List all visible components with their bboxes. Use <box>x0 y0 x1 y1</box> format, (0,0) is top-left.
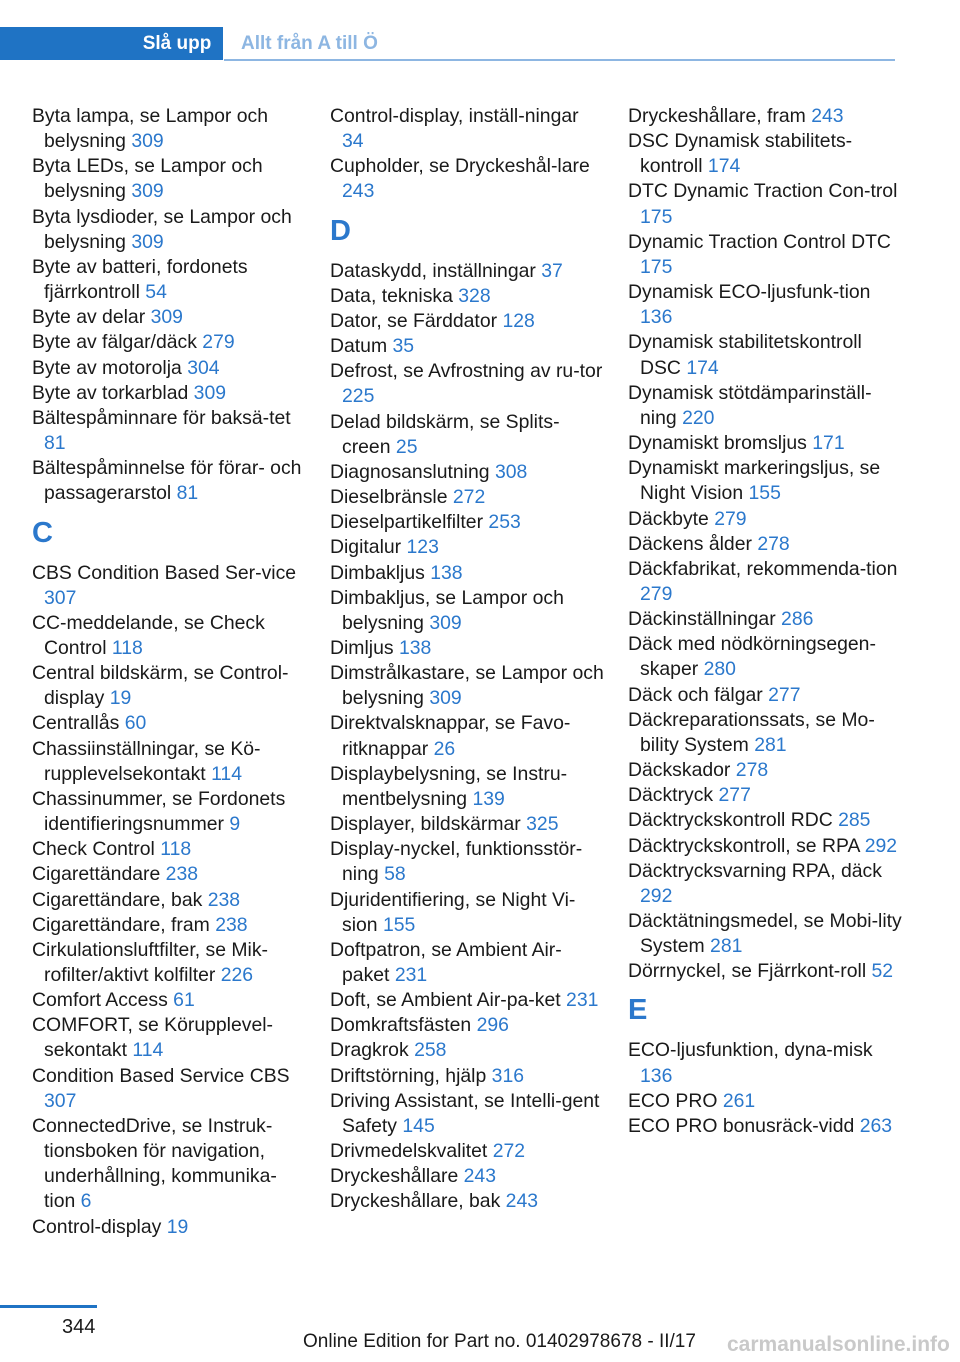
page-reference-link[interactable]: 37 <box>541 259 563 282</box>
index-entry-term: Dimbakljus <box>330 561 425 584</box>
index-entry-term: Control-display, inställ-ningar <box>330 105 579 127</box>
page-reference-link[interactable]: 309 <box>193 381 227 404</box>
index-entry-term: Dimljus <box>330 636 394 659</box>
page-reference-link[interactable]: 6 <box>80 1190 92 1213</box>
index-entry <box>330 510 605 535</box>
index-entry-term: Däcktrycksvarning RPA, däck <box>628 859 882 882</box>
index-entry-term: Drivmedelskvalitet <box>330 1140 488 1163</box>
index-entry-term: Djuridentifiering, se Night Vi-sion <box>330 888 576 936</box>
index-entry <box>330 711 605 761</box>
page-reference-link[interactable]: 238 <box>165 863 199 886</box>
page-reference-link[interactable]: 279 <box>640 582 673 605</box>
page-reference-link[interactable]: 155 <box>748 482 781 505</box>
page-reference-link[interactable]: 325 <box>526 813 559 836</box>
index-entry <box>628 280 903 330</box>
index-entry <box>330 1064 605 1089</box>
tab-allt-fran-a-till-o[interactable]: Allt från A till Ö <box>241 33 378 54</box>
index-entry-term: ECO PRO <box>628 1089 718 1112</box>
index-entry-term: ECO-ljusfunktion, dyna-misk <box>628 1039 873 1062</box>
page-reference-link[interactable]: 278 <box>735 759 769 782</box>
page-reference-link[interactable]: 136 <box>640 306 673 329</box>
page-reference-link[interactable]: 136 <box>640 1064 673 1087</box>
page-reference-link[interactable]: 308 <box>494 460 528 483</box>
index-entry-term: CBS Condition Based Ser-vice <box>32 561 297 584</box>
index-entry <box>330 812 605 837</box>
page-reference-link[interactable]: 81 <box>176 482 199 505</box>
index-entry-term: Byte av fälgar/däck <box>32 331 197 354</box>
index-entry-term: Dynamiskt markeringsljus, se Night Vision <box>628 457 881 505</box>
page-reference-link[interactable]: 272 <box>492 1140 526 1163</box>
index-entry-term: Däcktryck <box>628 784 714 807</box>
index-entry <box>32 1114 307 1215</box>
page-reference-link[interactable]: 279 <box>714 507 747 530</box>
index-entry <box>330 1139 605 1164</box>
index-entry <box>32 154 307 204</box>
index-entry <box>628 909 903 959</box>
index-entry <box>628 456 903 506</box>
page-number: 344 <box>62 1316 96 1338</box>
page-reference-link[interactable]: 25 <box>395 435 418 458</box>
index-entry-term: Dynamisk ECO-ljusfunk-tion <box>628 281 871 304</box>
index-entry <box>32 406 307 456</box>
page-reference-link[interactable]: 292 <box>864 834 898 857</box>
index-entry-term: Diagnosanslutning <box>330 460 490 483</box>
page-reference-link[interactable]: 253 <box>488 511 521 534</box>
index-entry-term: Data, tekniska <box>330 284 453 307</box>
index-entry <box>628 507 903 532</box>
index-entry-term: Däck med nödkörningsegen-skaper <box>628 633 876 681</box>
page-reference-link[interactable]: 54 <box>145 281 167 304</box>
tab-sla-upp[interactable]: Slå upp <box>131 27 223 60</box>
index-entry <box>32 611 307 661</box>
page-reference-link[interactable]: 123 <box>406 536 439 559</box>
watermark-logo: carmanualsonline.info <box>727 1333 950 1356</box>
page-reference-link[interactable]: 286 <box>781 608 814 631</box>
index-entry-term: Check Control <box>32 838 155 861</box>
index-entry-term: Displaybelysning, se Instru-mentbelysning <box>330 762 568 810</box>
page-reference-link[interactable]: 226 <box>220 964 254 986</box>
index-entry <box>330 259 605 284</box>
index-column-2 <box>330 104 605 1215</box>
edition-info: Online Edition for Part no. 01402978678 - II/17 <box>303 1331 696 1352</box>
section-letter: C <box>32 516 53 549</box>
page-reference-link[interactable]: 280 <box>703 658 736 681</box>
page-reference-link[interactable]: 296 <box>476 1014 509 1037</box>
index-entry-term: Byte av torkarblad <box>32 381 189 404</box>
page-reference-link[interactable]: 309 <box>131 230 164 253</box>
index-entry-term: Dryckeshållare <box>330 1165 459 1188</box>
index-entry-term: Dieselbränsle <box>330 486 448 509</box>
index-entry-term: Driving Assistant, se Intelli-gent Safety <box>330 1089 600 1137</box>
page-reference-link[interactable]: 281 <box>754 733 787 756</box>
index-entry-term: Bältespåminnelse för förar- och passagerarstol <box>32 457 302 505</box>
tab-bar-accent <box>0 27 131 60</box>
page-reference-link[interactable]: 114 <box>211 762 242 785</box>
index-entry-term: DSC Dynamisk stabilitets-kontroll <box>628 130 853 178</box>
index-entry <box>628 179 903 229</box>
index-entry-term: Dator, se Färddator <box>330 309 498 332</box>
page-reference-link[interactable]: 238 <box>207 888 241 911</box>
index-entry <box>32 913 307 938</box>
index-entry <box>628 330 903 380</box>
page-reference-link[interactable]: 309 <box>150 306 183 329</box>
page-reference-link[interactable]: 52 <box>871 960 894 983</box>
index-entry-term: Däck och fälgar <box>628 683 763 706</box>
index-column-3 <box>628 104 903 1139</box>
index-entry <box>32 862 307 887</box>
index-entry-term: Cirkulationsluftfilter, se Mik-rofilter/aktivt kolfilter <box>32 938 268 986</box>
index-entry-term: Däckskador <box>628 759 731 782</box>
page-reference-link[interactable]: 34 <box>342 130 364 153</box>
page-reference-link[interactable]: 175 <box>640 205 673 228</box>
page-reference-link[interactable]: 175 <box>640 255 673 278</box>
page-reference-link[interactable]: 243 <box>463 1165 496 1188</box>
index-entry <box>32 104 307 154</box>
index-entry <box>330 938 605 988</box>
index-entry <box>330 535 605 560</box>
index-entry <box>330 460 605 485</box>
index-entry <box>628 808 903 833</box>
page-reference-link[interactable]: 118 <box>111 636 143 659</box>
index-entry-term: Cupholder, se Dryckeshål-lare <box>330 155 590 178</box>
index-entry-term: CC-meddelande, se Check Control <box>32 611 265 659</box>
index-entry <box>32 711 307 736</box>
index-entry <box>628 104 903 129</box>
page-reference-link[interactable]: 139 <box>472 787 505 810</box>
index-entry <box>628 129 903 179</box>
index-entry-term: Doft, se Ambient Air-pa-ket <box>330 989 561 1012</box>
index-entry-term: Centrallås <box>32 712 120 735</box>
page-reference-link[interactable]: 263 <box>859 1114 893 1137</box>
page-reference-link[interactable]: 171 <box>812 432 845 455</box>
index-entry <box>628 1114 903 1139</box>
page-reference-link[interactable]: 26 <box>433 737 456 760</box>
index-entry-term: Doftpatron, se Ambient Air-paket <box>330 938 562 986</box>
index-entry-term: Däckens ålder <box>628 532 752 555</box>
index-entry-term: Däckreparationssats, se Mo-bility System <box>628 708 875 756</box>
index-entry-term: Digitalur <box>330 536 402 559</box>
index-entry <box>628 557 903 607</box>
page-reference-link[interactable]: 145 <box>402 1114 435 1137</box>
index-entry-term: Cigarettändare, bak <box>32 888 203 911</box>
index-entry <box>32 456 307 506</box>
top-tab-bar <box>0 0 895 62</box>
index-entry-term: COMFORT, se Körupplevel-sekontakt <box>32 1014 274 1062</box>
page-reference-link[interactable]: 19 <box>109 687 132 710</box>
page-reference-link[interactable]: 138 <box>430 561 463 584</box>
page-reference-link[interactable]: 174 <box>707 155 741 178</box>
index-entry <box>330 284 605 309</box>
page-reference-link[interactable]: 285 <box>838 809 871 832</box>
page-reference-link[interactable]: 128 <box>502 309 535 332</box>
index-entry <box>32 938 307 988</box>
index-entry-term: Byte av delar <box>32 306 146 329</box>
index-entry <box>32 787 307 837</box>
index-entry <box>330 636 605 661</box>
index-entry-term: Display-nyckel, funktionsstör-ning <box>330 838 583 886</box>
page-reference-link[interactable]: 220 <box>682 406 715 429</box>
index-entry <box>628 431 903 456</box>
index-entry-term: Dragkrok <box>330 1039 409 1062</box>
index-entry-term: Dörrnyckel, se Fjärrkont-roll <box>628 960 867 983</box>
index-entry-term: Delad bildskärm, se Splits-creen <box>330 410 560 458</box>
page-reference-link[interactable]: 258 <box>414 1039 447 1062</box>
page-reference-link[interactable]: 58 <box>384 863 406 886</box>
index-entry-term: Däcktryckskontroll, se RPA <box>628 834 860 857</box>
section-letter: E <box>628 994 648 1027</box>
page-reference-link[interactable]: 261 <box>722 1089 756 1112</box>
page-reference-link[interactable]: 316 <box>491 1064 525 1087</box>
page-reference-link[interactable]: 277 <box>768 683 801 706</box>
index-entry <box>330 104 605 154</box>
index-entry <box>628 859 903 909</box>
page-reference-link[interactable]: 225 <box>342 385 375 408</box>
page-reference-link[interactable]: 278 <box>757 532 790 555</box>
index-entry-term: Direktvalsknappar, se Favo-ritknappar <box>330 712 571 760</box>
index-entry-term: Chassiinställningar, se Kö-rupplevelsekontakt <box>32 737 261 785</box>
page-reference-link[interactable]: 292 <box>640 884 673 907</box>
index-entry-term: Byta LEDs, se Lampor och belysning <box>32 155 263 203</box>
page-reference-link[interactable]: 243 <box>811 105 844 127</box>
page-reference-link[interactable]: 118 <box>160 838 192 861</box>
tab-underline <box>224 59 895 61</box>
page-reference-link[interactable]: 277 <box>718 784 751 807</box>
page-reference-link[interactable]: 114 <box>132 1039 164 1062</box>
page-reference-link[interactable]: 231 <box>394 964 428 986</box>
index-entry-term: Dynamisk stötdämparinställ-ning <box>628 381 872 429</box>
index-entry-term: Byte av motorolja <box>32 356 182 379</box>
page-reference-link[interactable]: 35 <box>392 335 415 358</box>
index-entry-term: Byta lysdioder, se Lampor och belysning <box>32 205 292 253</box>
page-reference-link[interactable]: 307 <box>44 586 77 609</box>
index-entry <box>628 607 903 632</box>
page-reference-link[interactable]: 243 <box>342 180 375 203</box>
index-entry <box>330 988 605 1013</box>
index-entry <box>32 561 307 611</box>
index-entry <box>330 485 605 510</box>
index-entry <box>628 230 903 280</box>
index-entry-term: Däcktätningsmedel, se Mobi-lity System <box>628 910 902 958</box>
index-entry <box>32 255 307 305</box>
index-entry <box>32 837 307 862</box>
index-entry <box>32 737 307 787</box>
index-entry-term: Dataskydd, inställningar <box>330 259 536 282</box>
index-entry <box>628 683 903 708</box>
page-reference-link[interactable]: 238 <box>215 913 248 936</box>
index-entry <box>330 1164 605 1189</box>
index-entry <box>330 661 605 711</box>
index-entry <box>628 1089 903 1114</box>
index-entry <box>32 356 307 381</box>
index-entry <box>330 837 605 887</box>
page-reference-link[interactable]: 272 <box>452 486 486 509</box>
index-entry-term: Däckfabrikat, rekommenda-tion <box>628 557 898 580</box>
page-reference-link[interactable]: 231 <box>566 989 599 1012</box>
page-reference-link[interactable]: 155 <box>382 913 416 936</box>
index-entry <box>330 1189 605 1214</box>
index-entry-term: Condition Based Service CBS <box>32 1064 290 1087</box>
page-reference-link[interactable]: 81 <box>44 432 66 455</box>
index-column-1 <box>32 104 307 1240</box>
index-entry-term: Dimbakljus, se Lampor och belysning <box>330 586 564 634</box>
index-entry <box>32 1215 307 1240</box>
index-entry-term: Dynamic Traction Control DTC <box>628 230 891 253</box>
page-reference-link[interactable]: 281 <box>710 935 743 958</box>
index-entry <box>32 988 307 1013</box>
index-entry-term: Comfort Access <box>32 989 168 1012</box>
index-entry-term: Cigarettändare, fram <box>32 913 210 936</box>
index-entry <box>330 359 605 409</box>
index-entry <box>628 758 903 783</box>
index-entry-term: Bältespåminnare för baksä-tet <box>32 406 291 429</box>
index-entry-term: ECO PRO bonusräck-vidd <box>628 1114 855 1137</box>
page-reference-link[interactable]: 60 <box>124 712 147 735</box>
page-reference-link[interactable]: 243 <box>505 1190 539 1213</box>
index-entry-term: Dieselpartikelfilter <box>330 511 484 534</box>
page-reference-link[interactable]: 304 <box>187 356 220 379</box>
page-reference-link[interactable]: 138 <box>398 636 432 659</box>
page-reference-link[interactable]: 307 <box>44 1089 77 1112</box>
index-entry-term: Chassinummer, se Fordonets identifieringsnummer <box>32 787 286 836</box>
index-entry <box>32 888 307 913</box>
section-letter: D <box>330 214 351 247</box>
index-entry <box>32 330 307 355</box>
index-entry-term: Dryckeshållare, bak <box>330 1190 501 1213</box>
index-entry-term: Dimstrålkastare, se Lampor och belysning <box>330 662 604 710</box>
index-entry-term: Dryckeshållare, fram <box>628 105 806 127</box>
index-entry <box>628 708 903 758</box>
index-entry <box>330 888 605 938</box>
index-entry-term: Byte av batteri, fordonets fjärrkontroll <box>32 255 248 304</box>
index-entry-term: Dynamisk stabilitetskontroll DSC <box>628 331 862 379</box>
index-entry-term: Cigarettändare <box>32 863 161 886</box>
index-entry <box>330 410 605 460</box>
page-reference-link[interactable]: 174 <box>686 356 719 379</box>
index-entry <box>32 1013 307 1063</box>
index-entry <box>32 381 307 406</box>
index-entry <box>628 532 903 557</box>
index-entry <box>330 1089 605 1139</box>
index-entry <box>32 205 307 255</box>
index-entry <box>330 309 605 334</box>
index-entry-term: Central bildskärm, se Control-display <box>32 662 289 710</box>
page-reference-link[interactable]: 9 <box>229 813 241 836</box>
index-entry <box>330 334 605 359</box>
index-entry-term: Däckbyte <box>628 507 709 530</box>
page-reference-link[interactable]: 19 <box>166 1215 189 1238</box>
index-entry-term: Datum <box>330 335 388 358</box>
index-entry-term: Dynamiskt bromsljus <box>628 432 807 455</box>
index-entry <box>628 783 903 808</box>
index-entry <box>32 661 307 711</box>
page-reference-link[interactable]: 309 <box>131 180 164 203</box>
index-entry <box>330 561 605 586</box>
index-entry-term: Däcktryckskontroll RDC <box>628 809 833 832</box>
index-entry-term: Displayer, bildskärmar <box>330 813 521 836</box>
index-entry <box>32 1064 307 1114</box>
index-entry-term: Domkraftsfästen <box>330 1014 472 1037</box>
index-entry-term: ConnectedDrive, se Instruk-tionsboken för navigation, underhållning, kommunika-tion <box>32 1114 277 1213</box>
page-reference-link[interactable]: 328 <box>458 284 491 307</box>
page-reference-link[interactable]: 309 <box>429 687 462 710</box>
index-entry <box>330 586 605 636</box>
index-entry <box>330 154 605 204</box>
index-entry-term: Byta lampa, se Lampor och belysning <box>32 105 269 153</box>
index-entry <box>628 381 903 431</box>
page-reference-link[interactable]: 309 <box>429 611 462 634</box>
index-entry-term: Defrost, se Avfrostning av ru-tor <box>330 360 603 383</box>
index-entry-term: Driftstörning, hjälp <box>330 1064 487 1087</box>
index-entry <box>628 959 903 984</box>
footer-accent-line <box>0 1305 97 1308</box>
index-entry-term: Control-display <box>32 1215 162 1238</box>
index-entry-term: DTC Dynamic Traction Con-trol <box>628 180 898 203</box>
index-entry <box>628 834 903 859</box>
index-entry-term: Däckinställningar <box>628 608 776 631</box>
index-entry <box>32 305 307 330</box>
index-entry <box>628 1038 903 1088</box>
index-entry <box>330 762 605 812</box>
page-reference-link[interactable]: 309 <box>131 130 164 153</box>
index-entry <box>330 1038 605 1063</box>
index-entry <box>628 632 903 682</box>
index-entry <box>330 1013 605 1038</box>
page-reference-link[interactable]: 279 <box>202 331 235 354</box>
page-reference-link[interactable]: 61 <box>173 989 195 1012</box>
